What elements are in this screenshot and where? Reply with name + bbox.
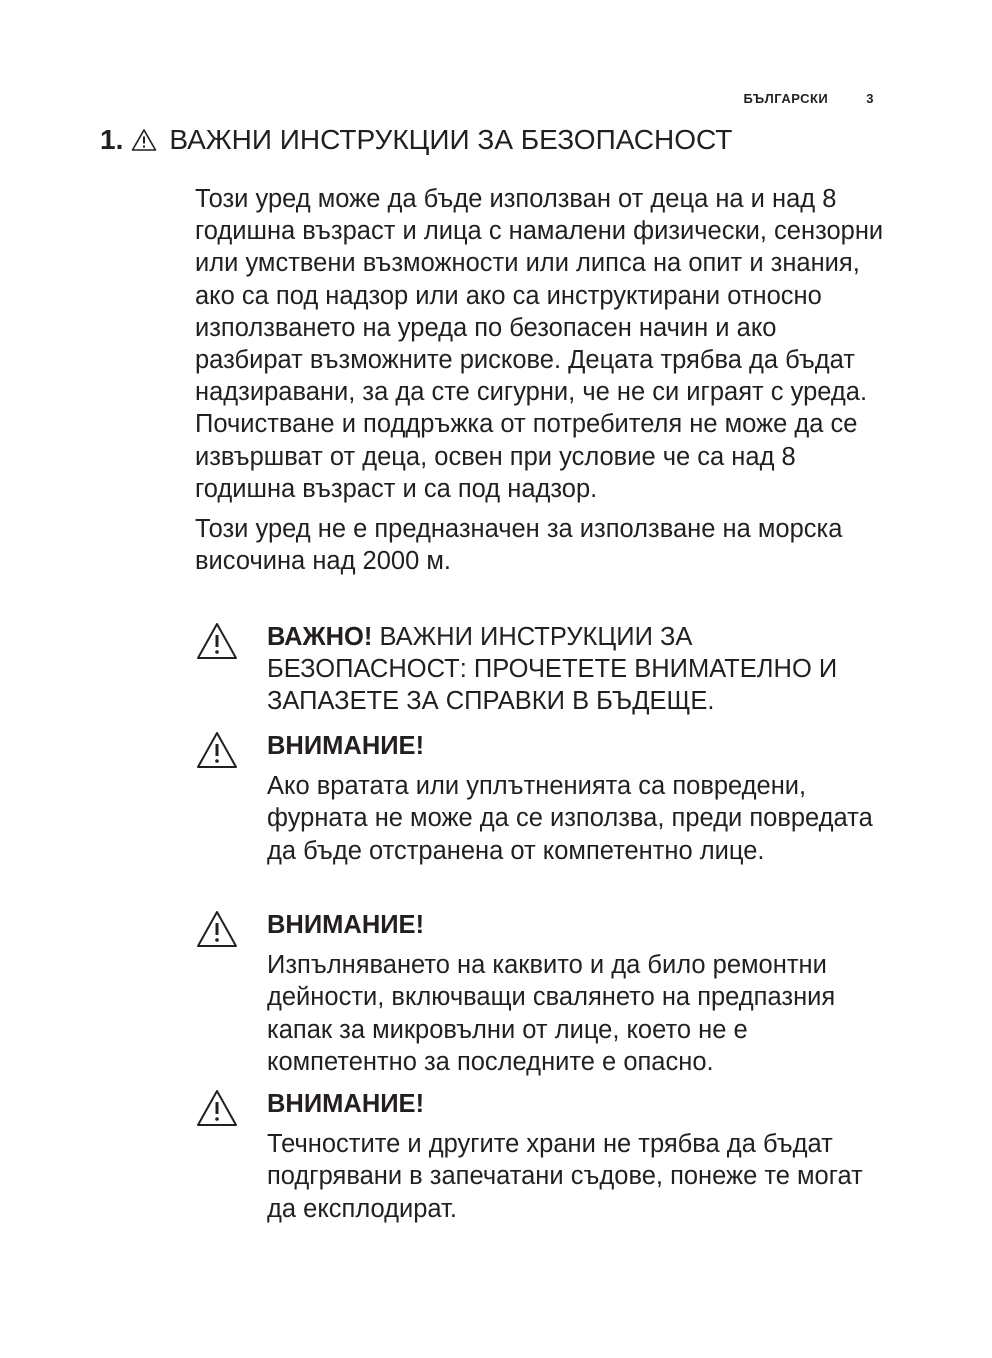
- notice-warning-door: [195, 730, 885, 867]
- notice-warning-liquids: [195, 1088, 885, 1225]
- notice-heading: ВНИМАНИЕ!: [267, 911, 425, 939]
- notice-warning-repair: [195, 909, 885, 1078]
- section-heading: ВАЖНИ ИНСТРУКЦИИ ЗА БЕЗОПАСНОСТ: [169, 124, 733, 155]
- intro-text: [195, 183, 885, 585]
- paragraph-children-safety: Този уред може да бъде използван от деца на и над 8 годишна възраст и лица с намалени физически, сензорни или умствени възможности или липса на опит и знания, ако са под надзор или ако са инструктирани относно използването на уреда по безопасен начин и ако разбират възможните рискове. Децата трябва да бъдат надзиравани, за да сте сигурни, че не си играят с уреда. Почистване и поддръжка от потребителя не може да се извършват от деца, освен при условие че са над 8 годишна възраст и са под надзор.: [195, 185, 884, 503]
- running-header: [744, 91, 874, 106]
- notice-warning-repair-text: [267, 909, 885, 1078]
- notice-body: ВАЖНИ ИНСТРУКЦИИ ЗА БЕЗОПАСНОСТ: ПРОЧЕТЕТЕ ВНИМАТЕЛНО И ЗАПАЗЕТЕ ЗА СПРАВКИ В БЪДЕЩЕ.: [267, 623, 838, 716]
- warning-triangle-icon: [195, 621, 239, 661]
- notice-warning-liquids-text: [267, 1088, 885, 1225]
- notice-important-text: [267, 621, 885, 718]
- notice-body: Течностите и другите храни не трябва да бъдат подгрявани в запечатани съдове, понеже те могат да експлодират.: [267, 1130, 863, 1223]
- header-language: БЪЛГАРСКИ: [743, 91, 829, 106]
- notice-heading: ВНИМАНИЕ!: [267, 732, 425, 760]
- notice-body: Ако вратата или уплътненията са повредени, фурната не може да се използва, преди повредата да бъде отстранена от компетентно лице.: [267, 772, 873, 865]
- section-title: [100, 124, 732, 156]
- notice-body: Изпълняването на каквито и да било ремонтни дейности, включващи свалянето на предпазния капак за микровълни от лице, което не е компетентно за последните е опасно.: [267, 951, 836, 1076]
- warning-triangle-icon: [195, 909, 239, 949]
- warning-triangle-icon: [195, 730, 239, 770]
- notice-label: ВАЖНО!: [267, 623, 373, 651]
- paragraph-altitude: Този уред не е предназначен за използване на морска височина над 2000 м.: [195, 515, 843, 576]
- notice-important: [195, 621, 885, 718]
- header-page-number: 3: [866, 91, 874, 106]
- warning-triangle-icon: [131, 128, 157, 152]
- notice-warning-door-text: [267, 730, 885, 867]
- notice-heading: ВНИМАНИЕ!: [267, 1090, 425, 1118]
- warning-triangle-icon: [195, 1088, 239, 1128]
- section-number: 1.: [100, 124, 124, 155]
